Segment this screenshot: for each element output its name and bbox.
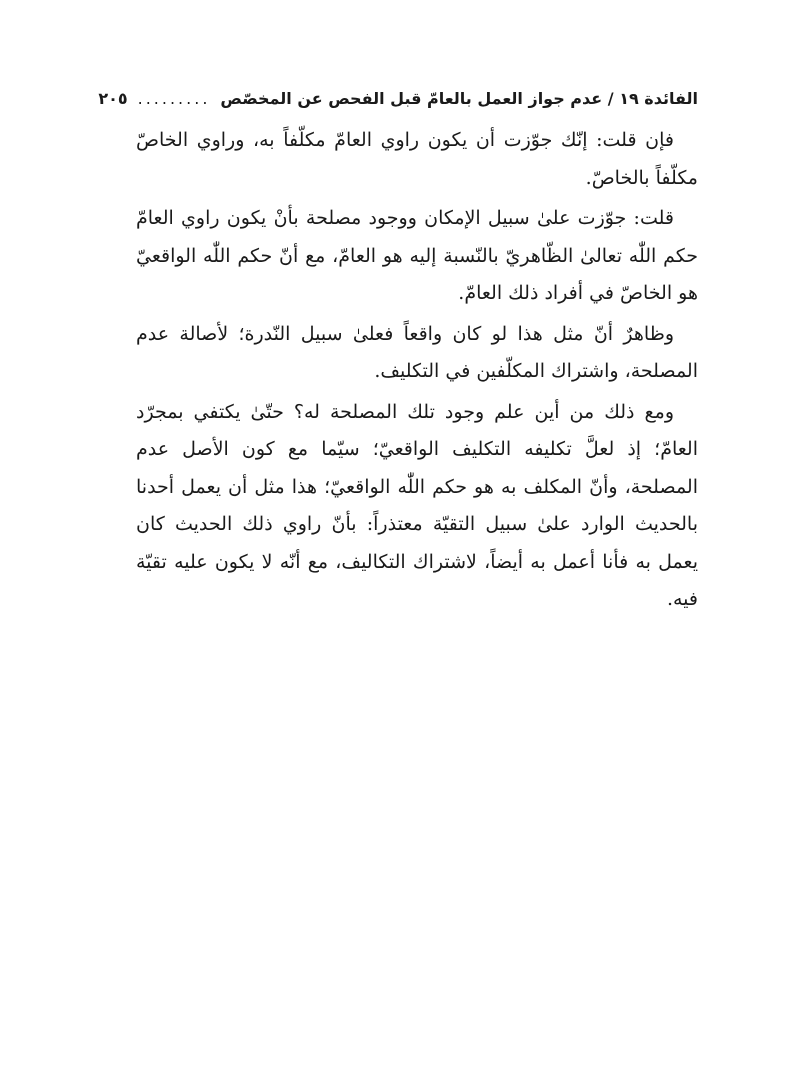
header-title: الفائدة ١٩ / عدم جواز العمل بالعامّ قبل الفحص عن المخصّص — [220, 89, 698, 108]
page-number: ٢٠٥ — [98, 89, 128, 108]
book-page — [98, 84, 698, 619]
paragraph-3: وظاهرٌ أنّ مثل هذا لو كان واقعاً فعلىٰ سبيل النّدرة؛ لأصالة عدم المصلحة، واشتراك المكلّفين في التكليف. — [136, 322, 698, 382]
header-leader-dots: ......... — [137, 89, 211, 108]
running-header — [98, 84, 698, 114]
paragraph-2: قلت: جوّزت علىٰ سبيل الإمكان ووجود مصلحة بأنْ يكون راوي العامّ حكم اللّٰه تعالىٰ الظّاهريّ بالنّسبة إليه هو العامّ، مع أنّ حكم اللّٰه الواقعيّ هو الخاصّ في أفراد ذلك العامّ. — [136, 207, 698, 304]
paragraph-4: ومع ذلك من أين علم وجود تلك المصلحة له؟ حتّىٰ يكتفي بمجرّد العامّ؛ إذ لعلَّ تكليفه التكليف الواقعيّ؛ سيّما مع كون الأصل عدم المصلحة، وأنّ المكلف به هو حكم اللّٰه الواقعيّ؛ هذا مثل أن يعمل أحدنا بالحديث الوارد علىٰ سبيل التقيّة معتذراً: بأنّ راوي ذلك الحديث كان يعمل به فأنا أعمل به أيضاً، لاشتراك التكاليف، مع أنّه لا يكون عليه تقيّة فيه. — [136, 400, 698, 610]
paragraph-1: فإن قلت: إنّك جوّزت أن يكون راوي العامّ مكلّفاً به، وراوي الخاصّ مكلّفاً بالخاصّ. — [136, 129, 698, 189]
